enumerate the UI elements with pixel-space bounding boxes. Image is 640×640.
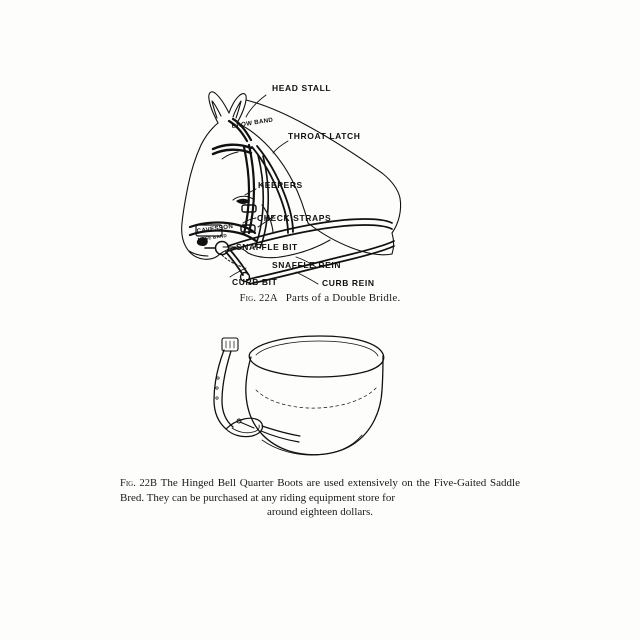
figure-22b-caption [120,476,520,519]
label-keepers: KEEPERS [258,180,303,190]
label-curb-bit: CURB BIT [232,277,278,287]
figure-22b-illustration [0,330,640,475]
label-nose-band: NOSE BAND [197,232,228,242]
figure-22a-caption [0,292,640,304]
figure-22a-label: Fig. 22A [239,293,278,304]
label-throat-latch: THROAT LATCH [288,131,361,141]
label-snaffle-rein: SNAFFLE REIN [272,260,342,270]
label-head-stall: HEAD STALL [272,83,332,93]
figure-22a-caption-text: Parts of a Double Bridle. [285,292,401,304]
label-brow-band: BROW BAND [231,116,274,130]
figure-22b-caption-text: The Hinged Bell Quarter Boots are used extensively on the Five-Gaited Saddle Bred. They can be purchased at any riding equipment store for [120,477,520,504]
label-curb-rein: CURB REIN [322,278,375,288]
figure-22a-illustration [0,55,640,305]
label-check-straps: CHECK STRAPS [257,213,332,223]
figure-22b-label: Fig. 22B [120,478,158,489]
label-cavesson: CAVESSON [196,222,234,235]
figure-22b-caption-last-line: around eighteen dollars. [267,506,373,518]
label-snaffle-bit: SNAFFLE BIT [236,242,298,252]
